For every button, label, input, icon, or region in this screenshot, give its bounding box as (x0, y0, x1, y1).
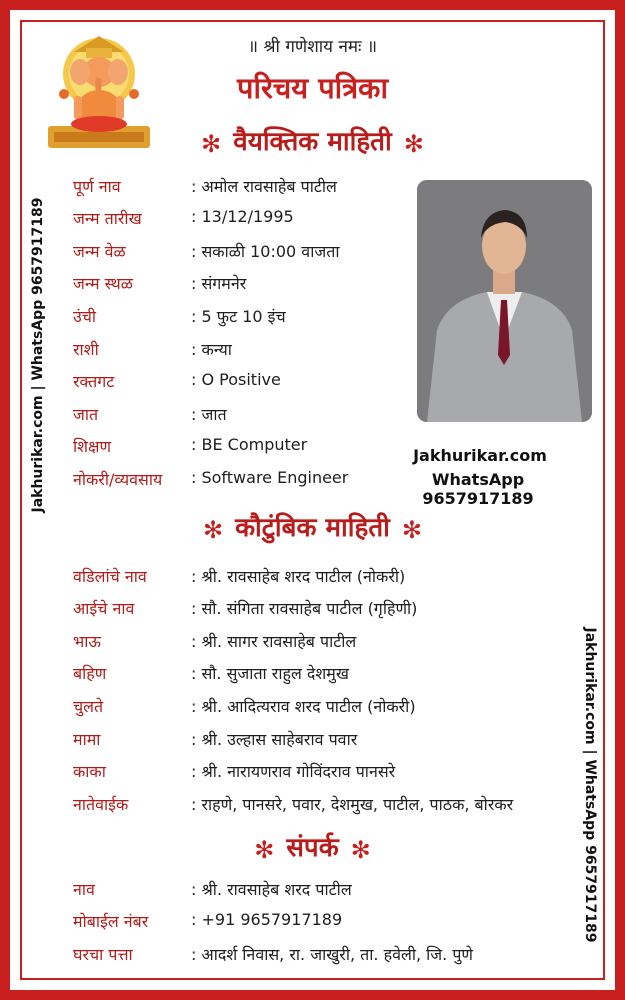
star-icon: ✻ (201, 130, 222, 158)
profile-photo (417, 180, 592, 422)
star-icon: ✻ (350, 836, 371, 864)
ear-right (108, 59, 128, 85)
crown-base (86, 48, 112, 58)
section-heading-personal: ✻ वैयक्तिक माहिती ✻ (201, 127, 424, 158)
flower-left (59, 89, 69, 99)
flower-right (129, 89, 139, 99)
ear-left (70, 59, 90, 85)
star-icon: ✻ (202, 516, 224, 544)
vertical-watermark-right: Jakhurikar.com | WhatsApp 9657917189 (582, 627, 598, 943)
star-icon: ✻ (403, 130, 424, 158)
arm-left (74, 96, 82, 120)
vertical-watermark-left: Jakhurikar.com | WhatsApp 9657917189 (30, 197, 46, 513)
invocation-text: ॥ श्री गणेशाय नमः ॥ (247, 37, 378, 57)
page-title: परिचय पत्रिका (237, 71, 388, 105)
site-whatsapp: WhatsApp 9657917189 (422, 470, 534, 508)
arm-right (116, 96, 124, 120)
star-icon: ✻ (254, 836, 275, 864)
section-heading-family: ✻ कौटुंबिक माहिती ✻ (202, 513, 422, 544)
section-heading-contact: ✻ संपर्क ✻ (254, 833, 371, 864)
site-domain: Jakhurikar.com (413, 446, 547, 465)
star-icon: ✻ (401, 516, 422, 544)
